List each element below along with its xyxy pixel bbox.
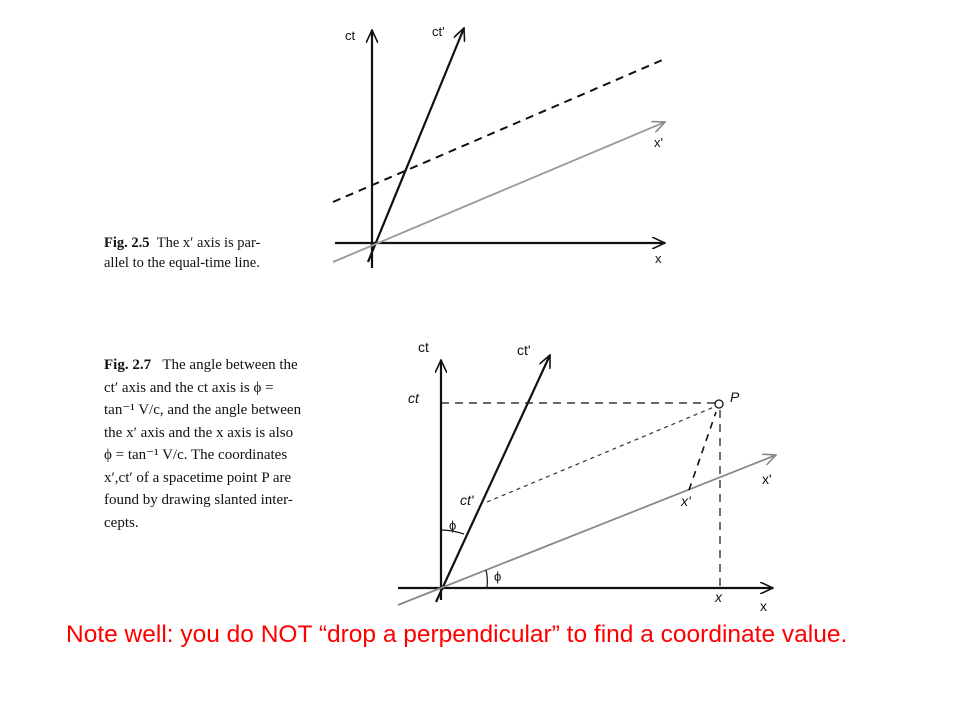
- caption-line: allel to the equal-time line.: [104, 255, 260, 271]
- caption-line: tan⁻¹ V/c, and the angle between: [104, 402, 302, 418]
- spacetime-point-p: [715, 400, 723, 408]
- phi-label-ct: ϕ: [449, 518, 457, 533]
- caption-line: found by drawing slanted inter-: [104, 492, 293, 508]
- note-text: Note well: you do NOT “drop a perpendicular” to find a coordinate value.: [66, 621, 848, 648]
- ct-value-label: ct: [408, 390, 419, 406]
- equal-time-line: [333, 58, 667, 202]
- figure-2-5: [333, 24, 667, 268]
- caption-text: The x′ axis is par-: [156, 235, 261, 251]
- caption-line: the x′ axis and the x axis is also: [104, 424, 294, 441]
- x-value-label: x: [715, 589, 722, 605]
- caption-line: [104, 233, 309, 253]
- ct-prime-axis-label: ct': [432, 24, 445, 39]
- x-prime-axis-label: x': [654, 135, 663, 150]
- phi-label-x: ϕ: [494, 569, 502, 584]
- x-prime-axis: [333, 122, 665, 262]
- figure-2-7: [398, 339, 776, 614]
- caption-line: ct′ axis and the ct axis is ϕ =: [104, 379, 274, 396]
- caption-text: The angle between the: [162, 357, 298, 373]
- figure-2-7-caption: [104, 354, 394, 534]
- x-axis-label: x: [655, 251, 662, 266]
- phi-angle-arc-x: [486, 570, 487, 588]
- ct-axis-label: ct: [418, 339, 429, 355]
- caption-line: cepts.: [104, 514, 139, 531]
- figure-label: Fig. 2.7: [104, 357, 152, 373]
- caption-line: x′,ct′ of a spacetime point P are: [104, 469, 292, 486]
- figure-2-5-caption: [104, 233, 309, 273]
- ct-prime-intercept-line: [487, 407, 714, 502]
- point-p-label: P: [730, 389, 740, 405]
- caption-line: ϕ = tan⁻¹ V/c. The coordinates: [104, 447, 288, 463]
- figure-label: Fig. 2.5: [104, 235, 150, 251]
- ct-axis-label: ct: [345, 28, 356, 43]
- x-prime-intercept-line: [689, 412, 716, 490]
- x-prime-value-label: x': [681, 493, 691, 509]
- x-axis-label: x: [760, 598, 767, 614]
- ct-prime-axis-label: ct': [517, 342, 531, 358]
- x-prime-axis-label: x': [762, 471, 772, 487]
- caption-line: [104, 354, 394, 377]
- ct-prime-axis: [436, 355, 550, 602]
- ct-prime-value-label: ct': [460, 492, 474, 508]
